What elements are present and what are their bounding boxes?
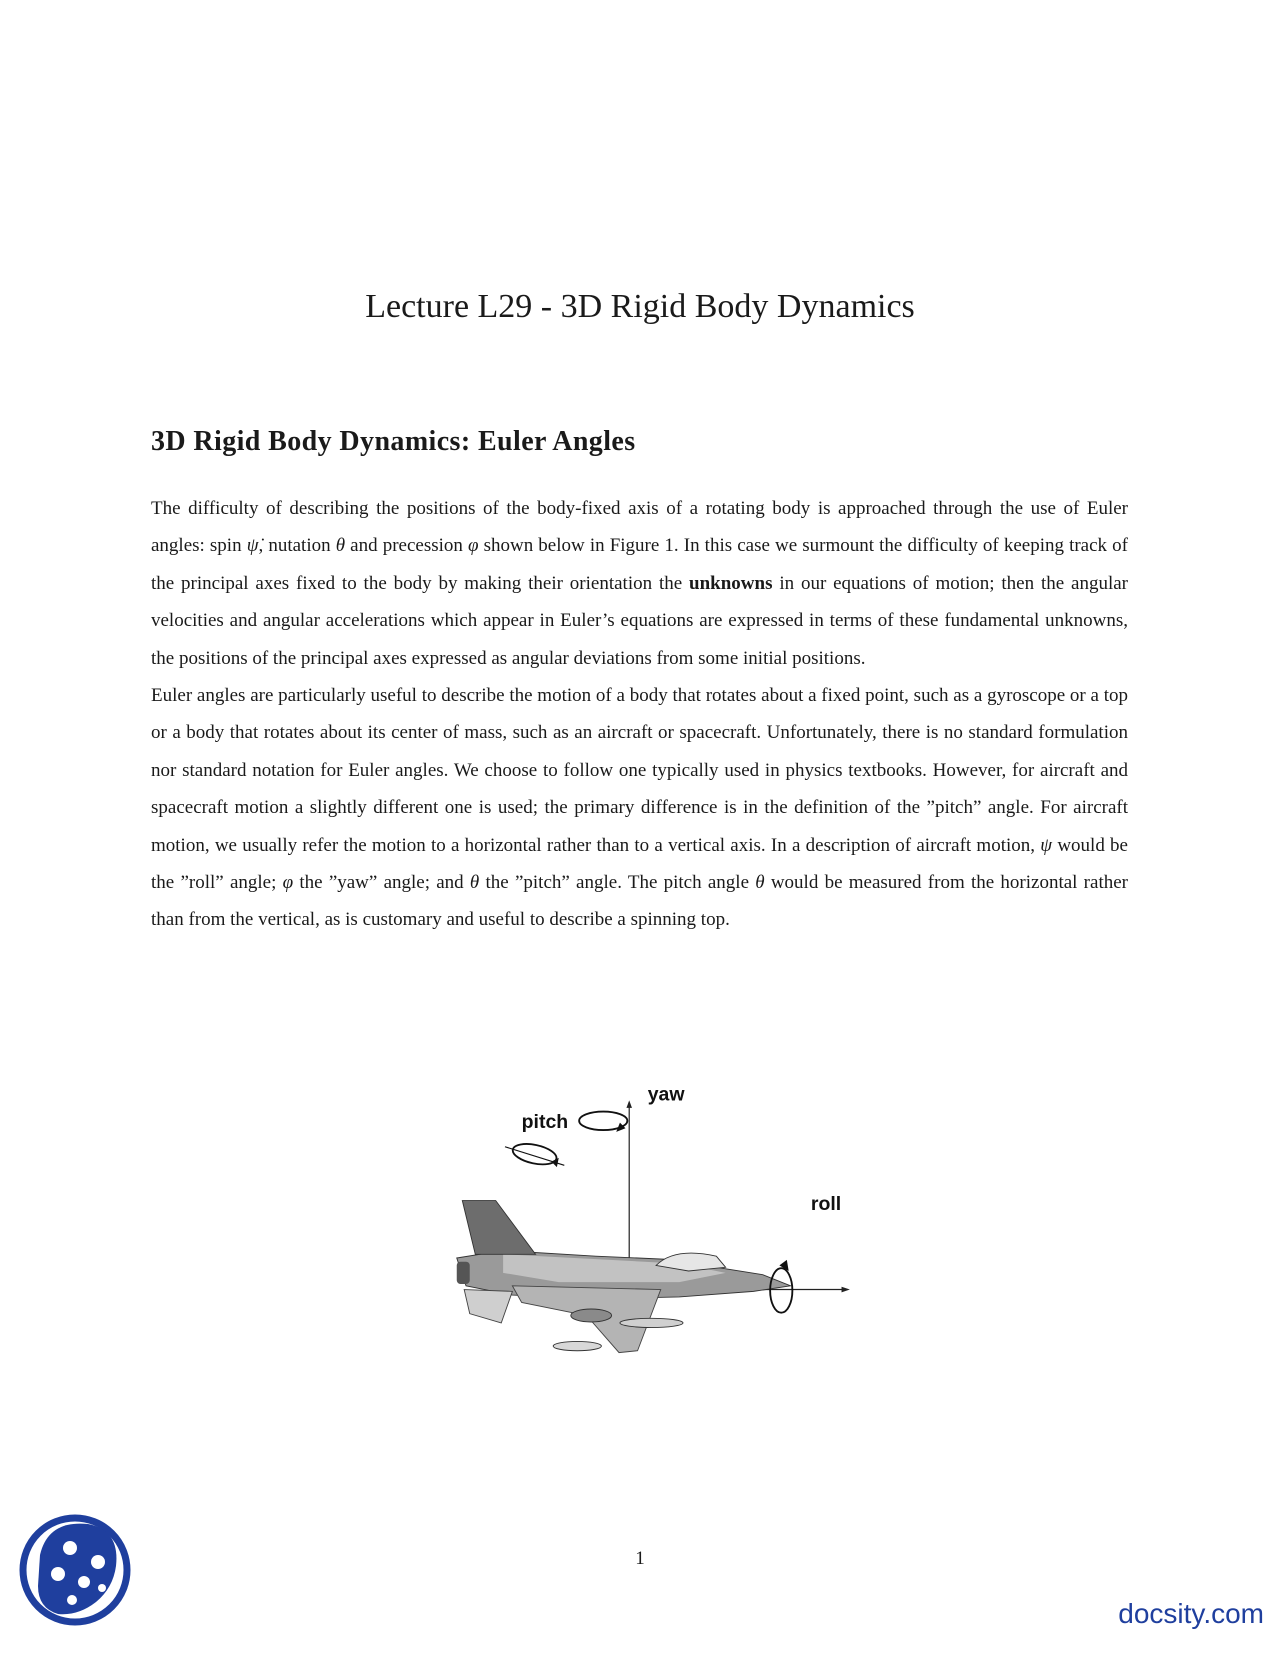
figure-aircraft-axes xyxy=(430,1080,910,1360)
label-pitch: pitch xyxy=(521,1111,569,1134)
paragraph-2: Euler angles are particularly useful to describe the motion of a body that rotates about a fixed point, such as a gyroscope or a top or a body that rotates about its center of mass, such as an aircraft or spacecraft. Unfortunately, there is no standard formulation nor standard notation for Euler angles. We choose to follow one typically used in physics textbooks. However, for aircraft and spacecraft motion a slightly different one is used; the primary difference is in the definition of the ”pitch” angle. For aircraft motion, we usually refer the motion to a horizontal rather than to a vertical axis. In a description of aircraft motion, ψ would be the ”roll” angle; φ the ”yaw” angle; and θ the ”pitch” angle. The pitch angle θ would be measured from the horizontal rather than from the vertical, as is customary and useful to describe a spinning top. xyxy=(151,685,1128,931)
bold-unknowns: unknowns xyxy=(689,572,773,594)
body-text xyxy=(151,490,1128,939)
label-yaw: yaw xyxy=(647,1083,685,1106)
docsity-brand-link[interactable]: docsity.com xyxy=(1118,1598,1264,1629)
page-title: Lecture L29 - 3D Rigid Body Dynamics xyxy=(365,288,915,325)
paragraph-1: The difficulty of describing the positions of the body-fixed axis of a rotating body is approached through the use of Euler angles: spin ψ̇, nutation θ and precession φ shown below in Figure 1. In this case we surmount the difficulty of keeping track of the principal axes fixed to the body by making their orientation the unknowns in our equations of motion; then the angular velocities and angular accelerations which appear in Euler’s equations are expressed in terms of these fundamental unknowns, the positions of the principal axes expressed as angular deviations from some initial positions. xyxy=(151,498,1128,669)
aircraft-illustration-icon xyxy=(457,1201,791,1353)
section-heading: 3D Rigid Body Dynamics: Euler Angles xyxy=(151,426,636,457)
page-number: 1 xyxy=(635,1548,645,1569)
label-roll: roll xyxy=(810,1192,842,1215)
docsity-logo-icon[interactable] xyxy=(18,1510,132,1630)
